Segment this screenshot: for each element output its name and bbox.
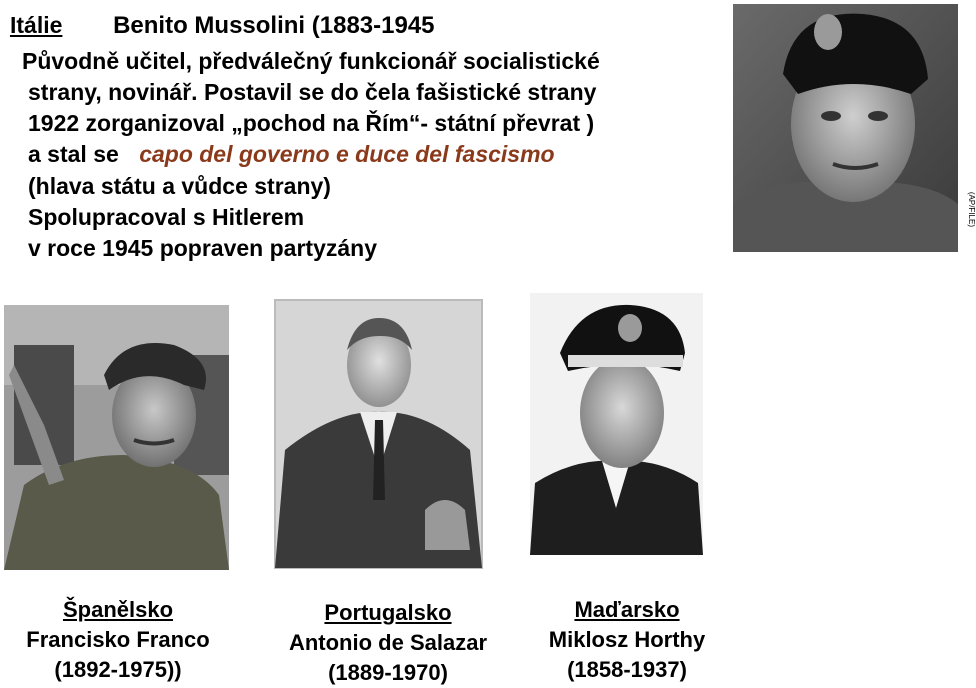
caption-name: Antonio de Salazar	[288, 630, 488, 655]
salazar-photo	[275, 300, 482, 568]
bio-line-4-italic: capo del governo e duce del fascismo	[139, 141, 555, 167]
caption-country: Španělsko	[62, 597, 174, 622]
bio-line-3: 1922 zorganizoval „pochod na Řím“- státní převrat )	[28, 110, 595, 136]
caption-hungary	[532, 595, 722, 685]
caption-spain	[10, 595, 226, 685]
caption-years: (1858-1937)	[567, 657, 687, 682]
caption-country: Portugalsko	[324, 600, 452, 625]
bio-line-7: v roce 1945 popraven partyzány	[28, 235, 377, 261]
bio-line-4-prefix: a stal se	[28, 141, 119, 167]
mussolini-name: Benito Mussolini (1883-1945	[113, 12, 435, 39]
horthy-photo	[530, 293, 703, 555]
caption-country: Maďarsko	[574, 597, 680, 622]
franco-photo	[4, 305, 229, 570]
italy-header	[10, 12, 435, 40]
caption-portugal	[270, 598, 506, 688]
bio-line-4	[28, 141, 555, 168]
caption-years: (1892-1975))	[54, 657, 182, 682]
caption-name: Miklosz Horthy	[548, 627, 706, 652]
bio-line-2: strany, novinář. Postavil se do čela fašistické strany	[28, 79, 597, 105]
mussolini-photo	[733, 4, 976, 252]
caption-years: (1889-1970)	[328, 660, 448, 685]
country-italy: Itálie	[10, 12, 63, 38]
photo-credit: (AP/FILE)	[967, 191, 976, 227]
bio-line-6: Spolupracoval s Hitlerem	[28, 204, 305, 230]
bio-line-1: Původně učitel, předválečný funkcionář socialistické	[22, 48, 600, 74]
bio-line-5: (hlava státu a vůdce strany)	[28, 173, 331, 199]
caption-name: Francisko Franco	[26, 627, 210, 652]
